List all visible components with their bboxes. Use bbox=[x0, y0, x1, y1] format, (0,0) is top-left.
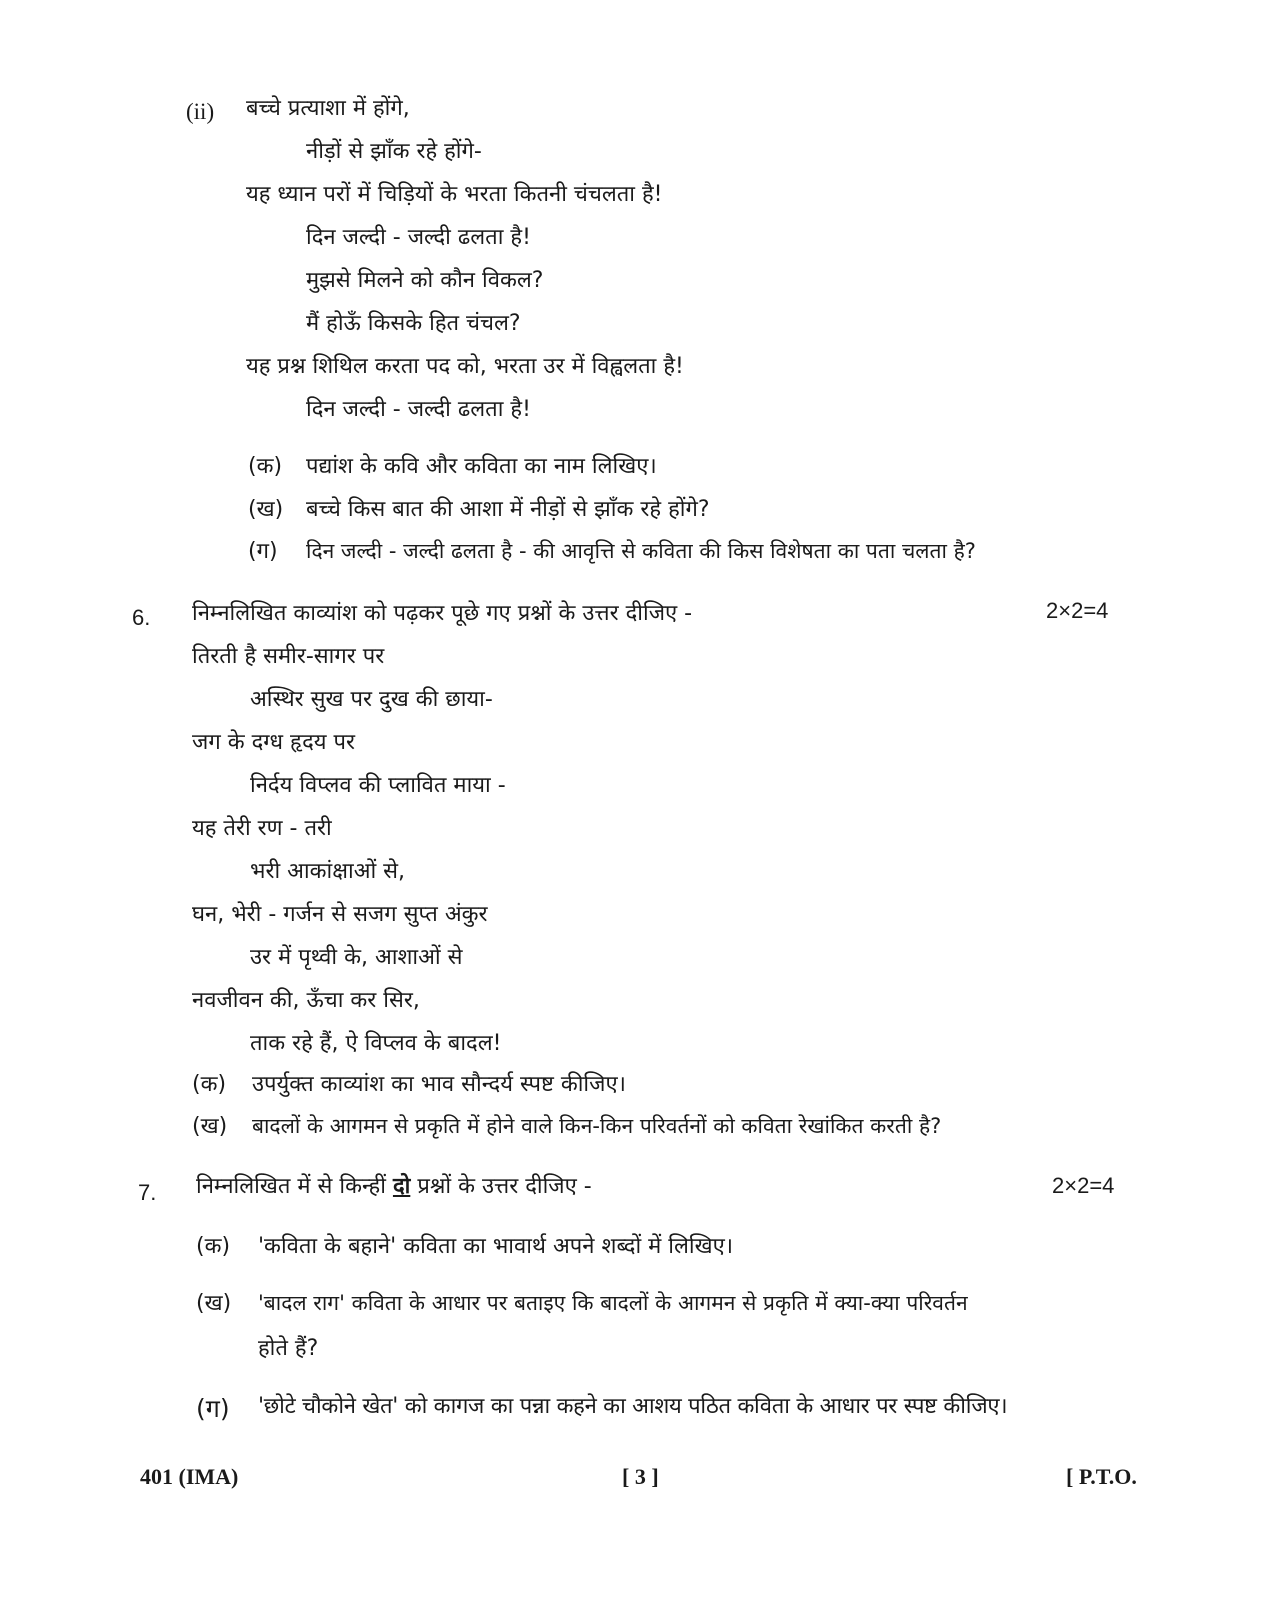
q6-poem-line-7: घन, भेरी - गर्जन से सजग सुप्त अंकुर bbox=[192, 902, 488, 927]
q7-sub-label-kha: (ख) bbox=[196, 1291, 232, 1316]
q5-sub-label-kha: (ख) bbox=[248, 497, 284, 522]
q7-sub-text-kha: 'बादल राग' कविता के आधार पर बताइए कि बादलों के आगमन से प्रकृति में क्या-क्या परिवर्तन bbox=[258, 1291, 968, 1315]
q6-prompt: निम्नलिखित काव्यांश को पढ़कर पूछे गए प्रश्नों के उत्तर दीजिए - bbox=[192, 601, 693, 626]
q5-poem-line-3: यह ध्यान परों में चिड़ियों के भरता कितनी चंचलता है! bbox=[246, 182, 663, 207]
q7-sub-text-kha-continuation: होते हैं? bbox=[258, 1336, 319, 1361]
q5-poem-line-7: यह प्रश्न शिथिल करता पद को, भरता उर में विह्वलता है! bbox=[246, 354, 684, 379]
q6-sub-label-kha: (ख) bbox=[192, 1114, 228, 1139]
q5-poem-line-2: नीड़ों से झाँक रहे होंगे- bbox=[306, 139, 482, 164]
q5-poem-line-8: दिन जल्दी - जल्दी ढलता है! bbox=[306, 397, 531, 422]
q7-sub-label-ka: (क) bbox=[196, 1234, 231, 1259]
q7-prompt-after: प्रश्नों के उत्तर दीजिए - bbox=[410, 1174, 592, 1199]
q5-sub-text-kha: बच्चे किस बात की आशा में नीड़ों से झाँक रहे होंगे? bbox=[306, 497, 710, 522]
q7-prompt-before: निम्नलिखित में से किन्हीं bbox=[196, 1174, 393, 1199]
please-turn-over: [ P.T.O. bbox=[1066, 1464, 1137, 1489]
q7-number: 7. bbox=[138, 1180, 157, 1205]
q5-sub-text-ga: दिन जल्दी - जल्दी ढलता है - की आवृत्ति से कविता की किस विशेषता का पता चलता है? bbox=[306, 539, 976, 563]
q7-marks: 2×2=4 bbox=[1052, 1173, 1115, 1198]
q5-sub-label-ka: (क) bbox=[248, 454, 283, 479]
q5-poem-line-4: दिन जल्दी - जल्दी ढलता है! bbox=[306, 225, 531, 250]
page-number: [ 3 ] bbox=[622, 1464, 659, 1489]
q6-poem-line-8: उर में पृथ्वी के, आशाओं से bbox=[250, 945, 463, 970]
q7-sub-text-ka: 'कविता के बहाने' कविता का भावार्थ अपने शब्दों में लिखिए। bbox=[258, 1234, 734, 1259]
q6-poem-line-2: अस्थिर सुख पर दुख की छाया- bbox=[250, 687, 493, 712]
q7-sub-label-ga: (ग) bbox=[196, 1394, 230, 1423]
q6-poem-line-5: यह तेरी रण - तरी bbox=[192, 816, 332, 841]
q5-poem-line-1: बच्चे प्रत्याशा में होंगे, bbox=[246, 96, 410, 121]
q6-number: 6. bbox=[132, 605, 151, 630]
q6-poem-line-3: जग के दग्ध हृदय पर bbox=[192, 730, 356, 755]
q6-sub-text-kha: बादलों के आगमन से प्रकृति में होने वाले किन-किन परिवर्तनों को कविता रेखांकित करती है? bbox=[252, 1114, 942, 1138]
q6-poem-line-10: ताक रहे हैं, ऐ विप्लव के बादल! bbox=[250, 1031, 502, 1056]
q7-sub-text-ga: 'छोटे चौकोने खेत' को कागज का पन्ना कहने का आशय पठित कविता के आधार पर स्पष्ट कीजिए। bbox=[258, 1394, 1008, 1419]
q6-poem-line-1: तिरती है समीर-सागर पर bbox=[192, 644, 385, 669]
q6-poem-line-4: निर्दय विप्लव की प्लावित माया - bbox=[250, 773, 506, 798]
q5-sub-label-ga: (ग) bbox=[248, 539, 278, 564]
q6-poem-line-9: नवजीवन की, ऊँचा कर सिर, bbox=[192, 988, 420, 1013]
q6-poem-line-6: भरी आकांक्षाओं से, bbox=[250, 859, 406, 884]
q6-sub-label-ka: (क) bbox=[192, 1072, 227, 1097]
q6-sub-text-ka: उपर्युक्त काव्यांश का भाव सौन्दर्य स्पष्ट कीजिए। bbox=[252, 1072, 626, 1097]
paper-code: 401 (IMA) bbox=[140, 1464, 239, 1489]
q5-sub-text-ka: पद्यांश के कवि और कविता का नाम लिखिए। bbox=[306, 454, 657, 479]
q5-poem-line-6: मैं होऊँ किसके हित चंचल? bbox=[306, 311, 521, 336]
q5-ii-label: (ii) bbox=[186, 99, 215, 124]
q7-prompt-emphasis: दो bbox=[392, 1174, 411, 1199]
q7-prompt bbox=[196, 1176, 592, 1198]
q5-poem-line-5: मुझसे मिलने को कौन विकल? bbox=[306, 268, 544, 293]
q6-marks: 2×2=4 bbox=[1046, 598, 1109, 623]
